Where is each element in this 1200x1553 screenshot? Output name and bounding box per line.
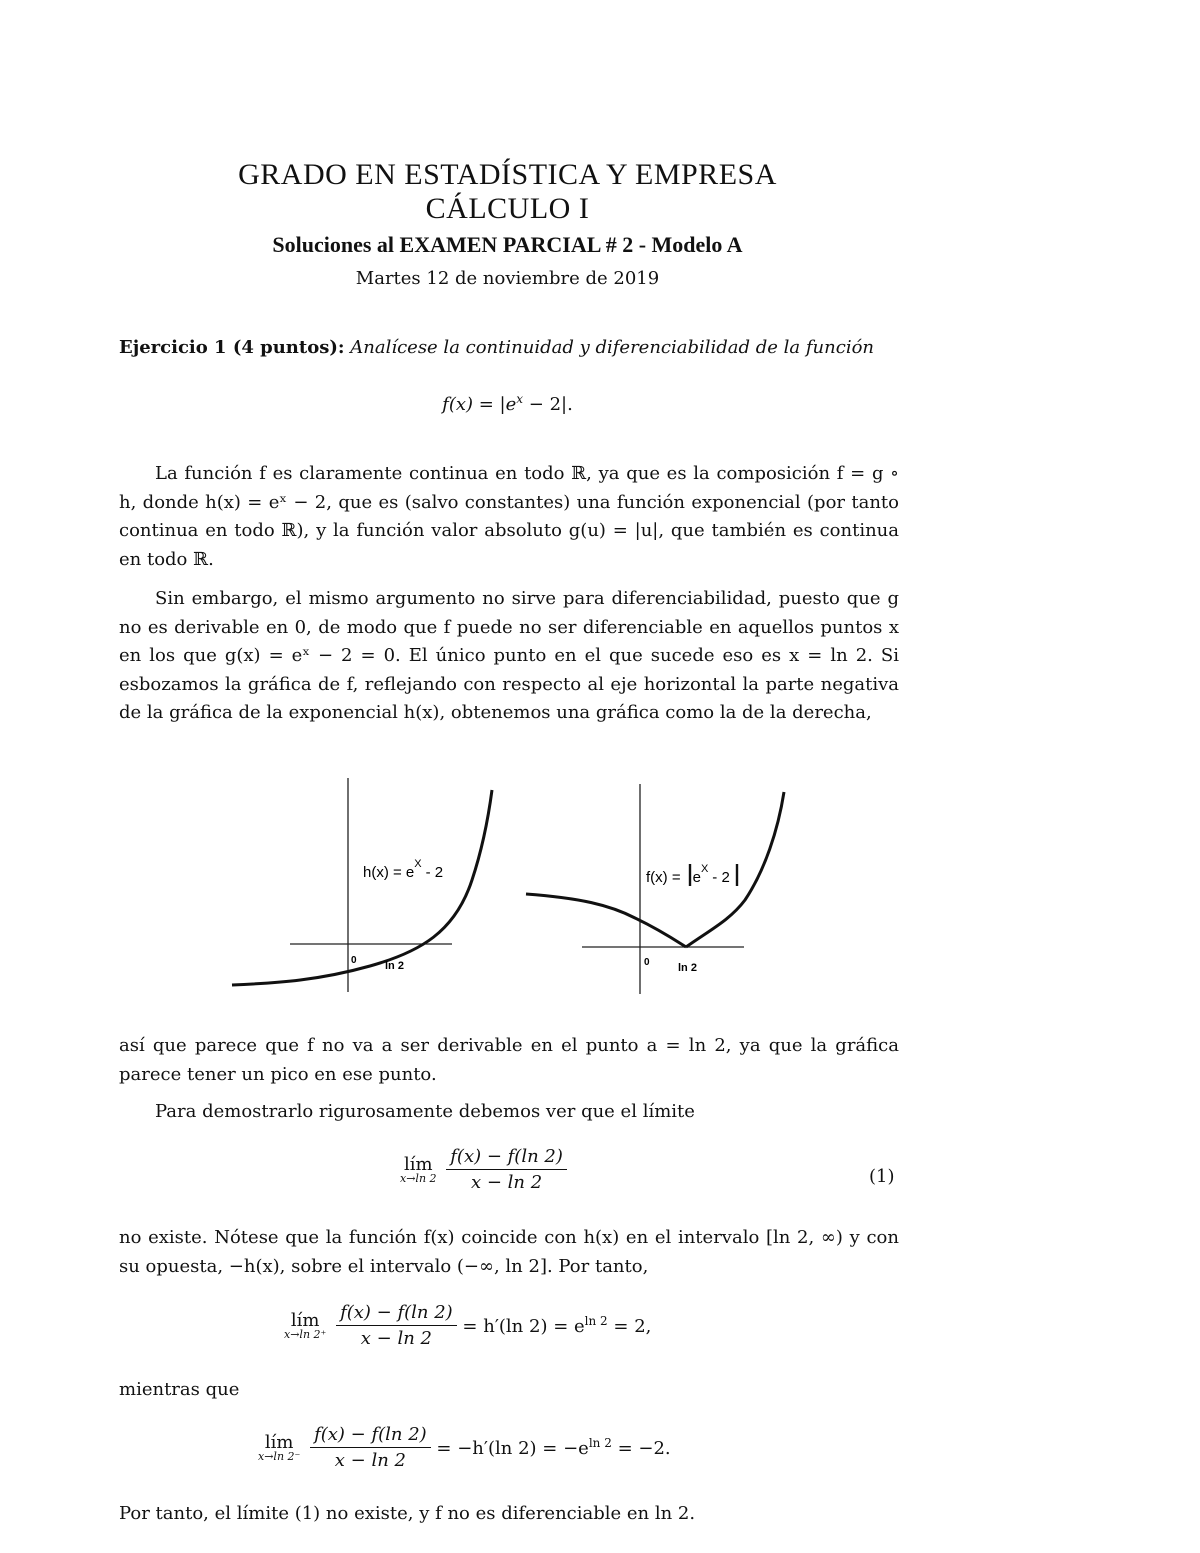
left-curve [232, 790, 492, 985]
eq2-rhs: = h′(ln $2) = e^{ln 2} = 2$, [462, 1314, 652, 1337]
left-graph [232, 778, 492, 992]
right-curve-left [526, 894, 686, 947]
subtitle: Soluciones al EXAMEN PARCIAL # 2 - Modelo A [272, 232, 743, 257]
function-eq-exp: x [516, 392, 524, 406]
right-graph [526, 784, 784, 994]
title-line-1: GRADO EN ESTADÍSTICA Y EMPRESA [238, 158, 777, 191]
exercise-statement [119, 334, 899, 363]
function-equation [0, 392, 1015, 415]
paragraph-peak: así que parece que f no va a ser derivable en el punto a = ln 2, ya que la gráfica parece tener un pico en ese punto. [119, 1035, 899, 1085]
eq1-fraction: $\frac{f(x) - f(\ln 2)}{x - \ln 2}$ [446, 1146, 567, 1193]
function-eq-main: f(x) = |e [442, 394, 517, 415]
title-line-2: CÁLCULO I [425, 192, 590, 225]
exam-date: Martes 12 de noviembre de 2019 [355, 268, 660, 289]
eq3-fraction: $\frac{f(x) - f(\ln 2)}{x - \ln 2}$ [310, 1424, 431, 1471]
equation-3 [258, 1424, 671, 1471]
eq3-rhs: = −h′(ln $2) = -e^{ln 2} = -2$. [436, 1436, 671, 1459]
equation-1-tag: (1) [869, 1166, 895, 1187]
eq1-lim: lím x→ln 2 [400, 1154, 437, 1185]
right-ln2-label: ln 2 [678, 962, 697, 974]
right-label: $f(x) = e^X - 2$ [646, 863, 730, 886]
paragraph-rigorous: Para demostrarlo rigurosamente debemos ver que el límite [155, 1101, 695, 1122]
exercise-label: Ejercicio 1 (4 puntos): [119, 337, 345, 358]
function-eq-tail: − 2|. [523, 394, 573, 415]
left-ln2-label: ln 2 [385, 960, 404, 972]
equation-1 [400, 1146, 567, 1193]
left-label: $h(x) = e^X - 2$ [363, 858, 444, 881]
equation-2 [284, 1302, 651, 1349]
paragraph-differentiability: Sin embargo, el mismo argumento no sirve para diferenciabilidad, puesto que g no es derivable en 0, de modo que f puede no ser diferenciable en aquellos puntos x en los que g(x) = eˣ − 2 = 0. El único punto en el que sucede eso es x = ln 2. Si esbozamos la gráfica de f, reflejando con respecto al eje horizontal la parte negativa de la gráfica de la exponencial h(x), obtenemos una gráfica como la de la derecha, [119, 588, 899, 724]
graphs-figure [220, 770, 800, 1005]
exercise-text: Analícese la continuidad y diferenciabilidad de la función [350, 337, 874, 358]
paragraph-continuity: La función f es claramente continua en todo ℝ, ya que es la composición f = g ∘ h, donde h(x) = eˣ − 2, que es (salvo constantes) una función exponencial (por tanto continua en todo ℝ), y la función valor absoluto g(u) = |u|, que también es continua en todo ℝ. [119, 463, 899, 570]
eq2-fraction: $\frac{f(x) - f(\ln 2)}{x - \ln 2}$ [336, 1302, 457, 1349]
paragraph-intervals: no existe. Nótese que la función f(x) coincide con h(x) en el intervalo [ln 2, ∞) y con su opuesta, −h(x), sobre el intervalo (−∞, ln 2]. Por tanto, [119, 1227, 899, 1277]
paragraph-while: mientras que [119, 1379, 240, 1400]
right-origin-label: 0 [644, 957, 650, 968]
eq3-lim: lím x→ln 2⁻ [258, 1432, 301, 1463]
paragraph-conclusion: Por tanto, el límite (1) no existe, y f no es diferenciable en ln 2. [119, 1503, 696, 1524]
eq2-lim: lím x→ln 2⁺ [284, 1310, 327, 1341]
left-origin-label: 0 [351, 955, 357, 966]
